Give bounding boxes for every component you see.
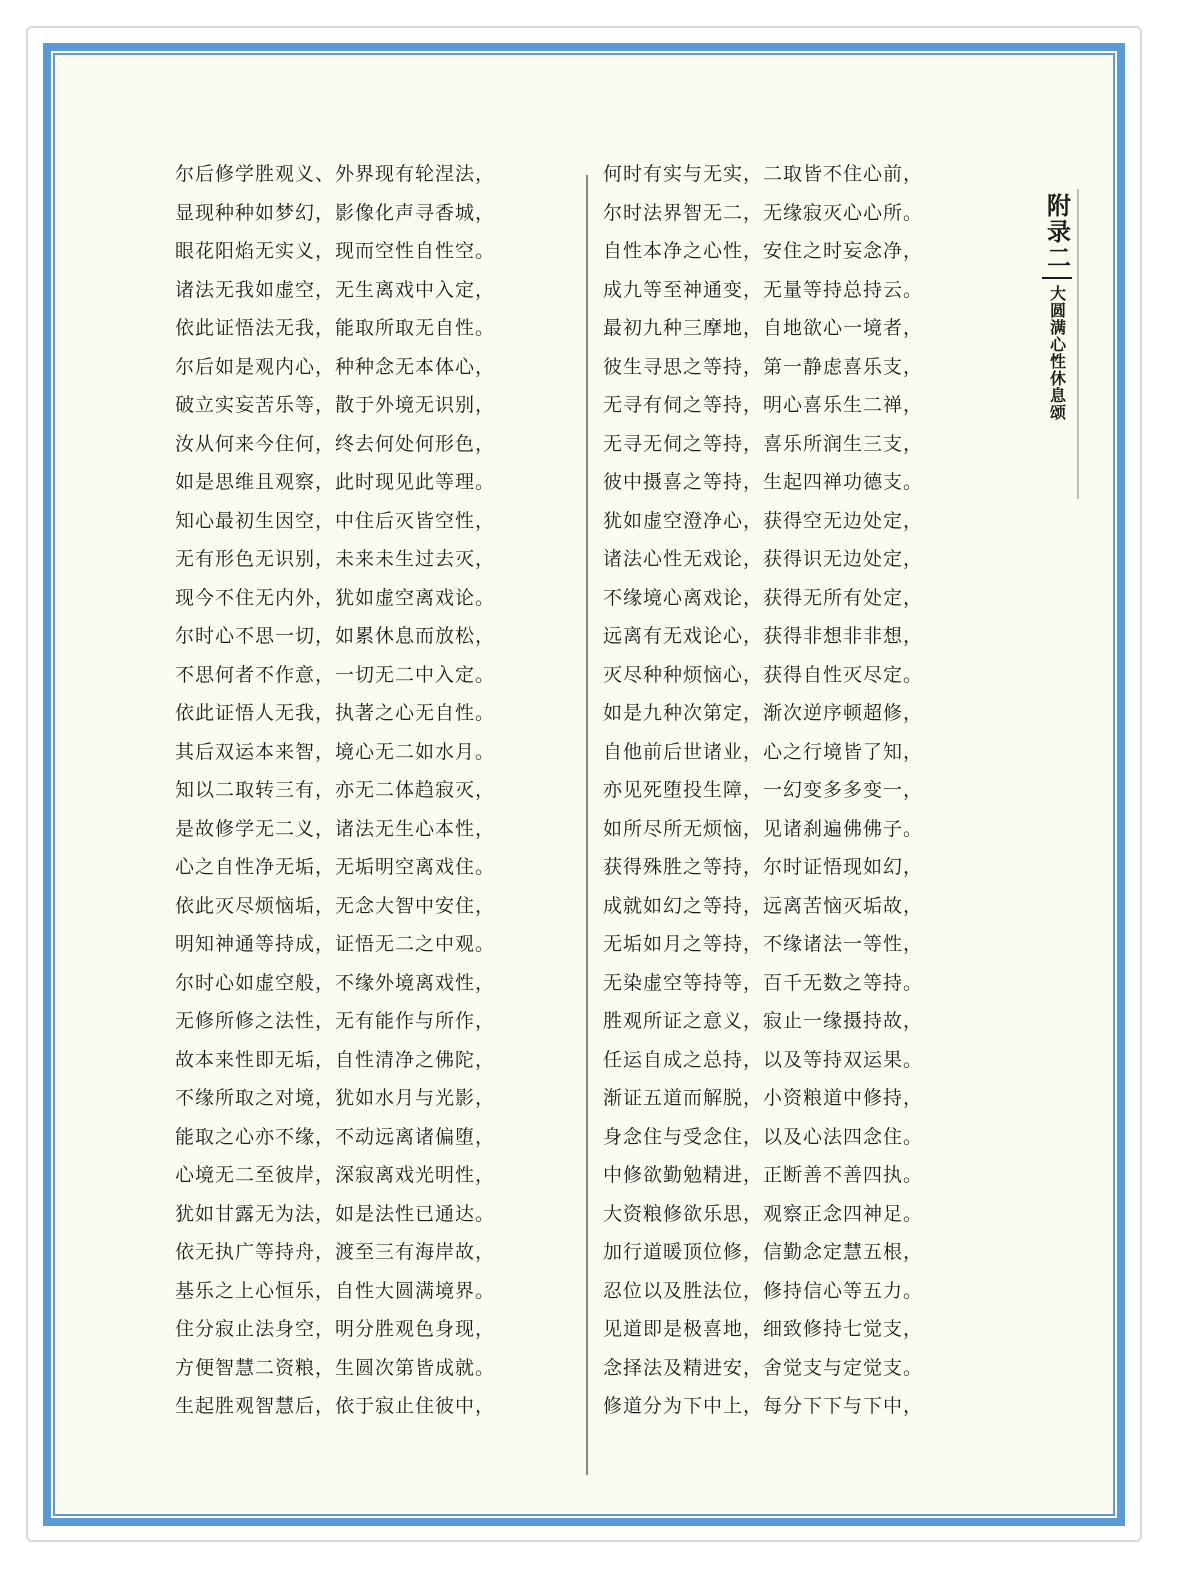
verse-line: 如是思维且观察，此时现见此等理。 [175,471,496,493]
verse-line: 无垢如月之等持，不缘诸法一等性， [603,933,924,955]
verse-line: 中修欲勤勉精进，正断善不善四执。 [603,1164,924,1186]
verse-line: 无寻无伺之等持，喜乐所润生三支， [603,432,924,455]
verse-line: 胜观所证之意义，寂止一缘摄持故， [603,1010,924,1032]
right-text-column [603,155,923,1426]
verse-line: 住分寂止法身空，明分胜观色身现， [175,1318,496,1340]
verse-line: 生起胜观智慧后，依于寂止住彼中， [175,1395,496,1417]
verse-line: 彼中摄喜之等持，生起四禅功德支。 [603,471,924,493]
verse-line: 眼花阳焰无实义，现而空性自性空。 [175,240,496,262]
verse-line: 基乐之上心恒乐，自性大圆满境界。 [175,1279,496,1302]
verse-line: 故本来性即无垢，自性清净之佛陀， [175,1048,496,1071]
column-divider [586,175,588,1475]
verse-line: 依此灭尽烦恼垢，无念大智中安住， [175,894,496,917]
verse-line: 加行道暖顶位修，信勤念定慧五根， [603,1241,924,1263]
verse-line: 灭尽种种烦恼心，获得自性灭尽定。 [603,663,924,686]
verse-line: 能取之心亦不缘，不动远离诸偏堕， [175,1125,496,1148]
chapter-title: 大圆满心性休息颂 [1047,285,1067,421]
running-header [1033,193,1081,421]
verse-line: 大资粮修欲乐思，观察正念四神足。 [603,1202,924,1225]
verse-line: 无有形色无识别，未来未生过去灭， [175,548,496,570]
verse-line: 无染虚空等持等，百千无数之等持。 [603,971,924,994]
verse-line: 犹如虚空澄净心，获得空无边处定， [603,509,924,532]
verse-line: 不缘境心离戏论，获得无所有处定， [603,586,924,609]
left-text-column [175,155,495,1426]
verse-line: 渐证五道而解脱，小资粮道中修持， [603,1087,924,1109]
verse-line: 不思何者不作意，一切无二中入定。 [175,663,496,686]
verse-line: 其后双运本来智，境心无二如水月。 [175,740,496,763]
verse-line: 无寻有伺之等持，明心喜乐生二禅， [603,394,924,416]
verse-line: 见道即是极喜地，细致修持七觉支， [603,1318,924,1340]
verse-line: 依此证悟法无我，能取所取无自性。 [175,317,496,339]
verse-line: 显现种种如梦幻，影像化声寻香城， [175,201,496,224]
verse-line: 成就如幻之等持，远离苦恼灭垢故， [603,894,924,917]
verse-line: 尔时心不思一切，如累休息而放松， [175,625,496,647]
scanned-page [55,55,1113,1514]
header-rule [1077,189,1079,499]
verse-line: 如是九种次第定，渐次逆序顿超修， [603,702,924,724]
verse-line: 身念住与受念住，以及心法四念住。 [603,1125,924,1148]
verse-line: 诸法心性无戏论，获得识无边处定， [603,548,924,570]
verse-line: 汝从何来今住何，终去何处何形色， [175,432,496,455]
verse-line: 知心最初生因空，中住后灭皆空性， [175,509,496,532]
appendix-label: 附录二 [1042,193,1072,271]
verse-line: 如所尽所无烦恼，见诸刹遍佛佛子。 [603,817,924,840]
verse-line: 现今不住无内外，犹如虚空离戏论。 [175,586,496,609]
verse-line: 任运自成之总持，以及等持双运果。 [603,1048,924,1071]
verse-line: 方便智慧二资粮，生圆次第皆成就。 [175,1356,496,1379]
verse-line: 尔后修学胜观义、外界现有轮涅法， [175,163,496,185]
verse-line: 无修所修之法性，无有能作与所作， [175,1010,496,1032]
verse-line: 尔后如是观内心，种种念无本体心， [175,355,496,378]
verse-line: 依此证悟人无我，执著之心无自性。 [175,702,496,724]
verse-line: 彼生寻思之等持，第一静虑喜乐支， [603,355,924,378]
verse-line: 自性本净之心性，安住之时妄念净， [603,240,924,262]
verse-line: 成九等至神通变，无量等持总持云。 [603,278,924,301]
verse-line: 不缘所取之对境，犹如水月与光影， [175,1087,496,1109]
verse-line: 依无执广等持舟，渡至三有海岸故， [175,1241,496,1263]
verse-line: 破立实妄苦乐等，散于外境无识别， [175,394,496,416]
verse-line: 最初九种三摩地，自地欲心一境者， [603,317,924,339]
verse-line: 自他前后世诸业，心之行境皆了知， [603,740,924,763]
verse-line: 尔时心如虚空般，不缘外境离戏性， [175,971,496,994]
verse-line: 知以二取转三有，亦无二体趋寂灭， [175,779,496,801]
page-border [43,43,1125,1526]
verse-line: 获得殊胜之等持，尔时证悟现如幻， [603,856,924,878]
verse-line: 心境无二至彼岸，深寂离戏光明性， [175,1164,496,1186]
verse-line: 是故修学无二义，诸法无生心本性， [175,817,496,840]
verse-line: 忍位以及胜法位，修持信心等五力。 [603,1279,924,1302]
verse-line: 心之自性净无垢，无垢明空离戏住。 [175,856,496,878]
header-separator [1042,277,1072,279]
verse-line: 明知神通等持成，证悟无二之中观。 [175,933,496,955]
verse-line: 犹如甘露无为法，如是法性已通达。 [175,1202,496,1225]
verse-line: 亦见死堕投生障，一幻变多多变一， [603,779,924,801]
verse-line: 念择法及精进安，舍觉支与定觉支。 [603,1356,924,1379]
verse-line: 尔时法界智无二，无缘寂灭心心所。 [603,201,924,224]
verse-line: 远离有无戏论心，获得非想非非想， [603,625,924,647]
verse-line: 修道分为下中上，每分下下与下中， [603,1395,924,1417]
verse-line: 诸法无我如虚空，无生离戏中入定， [175,278,496,301]
verse-line: 何时有实与无实，二取皆不住心前， [603,163,924,185]
